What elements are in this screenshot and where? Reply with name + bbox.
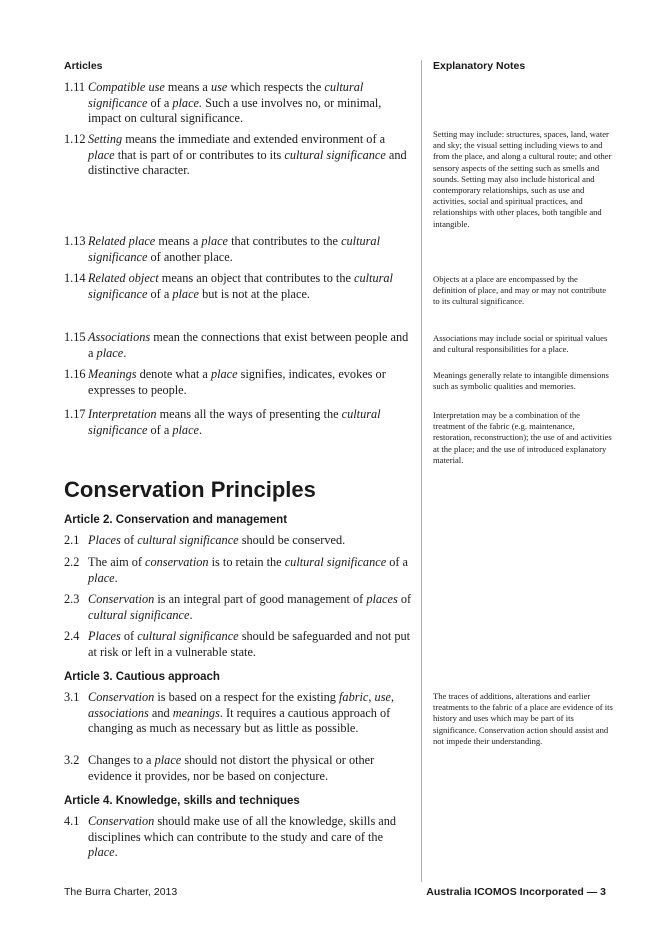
item-number: 1.15 <box>64 330 86 344</box>
articles-header: Articles <box>64 60 103 72</box>
item-number: 2.4 <box>64 629 80 643</box>
item-text: Associations mean the connections that exist between people and a place. <box>88 330 409 360</box>
item-text: The aim of conservation is to retain the cultural significance of a place. <box>88 555 409 585</box>
article-1-14 <box>64 271 414 302</box>
note-setting: Setting may include: structures, spaces, land, water and sky; the visual setting including views to and from the place, and along a cultural route; and other sensory aspects of the setting such as smells and sounds. Setting may also include historical and contemporary relationships, such as use and activities, social and spiritual practices, and relationships with other places, both tangible and intangible. <box>433 129 612 229</box>
article-3-heading: Article 3. Cautious approach <box>64 671 220 683</box>
item-number: 2.2 <box>64 555 80 569</box>
article-4-1 <box>64 814 414 861</box>
article-2-3 <box>64 592 414 623</box>
item-number: 1.12 <box>64 132 86 146</box>
item-text: Conservation is an integral part of good management of places of cultural significance. <box>88 592 412 622</box>
article-4-heading: Article 4. Knowledge, skills and techniques <box>64 795 300 807</box>
note-meanings: Meanings generally relate to intangible dimensions such as symbolic qualities and memories. <box>433 370 609 392</box>
item-number: 1.11 <box>64 80 86 94</box>
item-number: 3.1 <box>64 690 80 704</box>
item-number: 3.2 <box>64 753 80 767</box>
item-number: 1.17 <box>64 407 86 421</box>
item-number: 1.13 <box>64 234 86 248</box>
item-text: Changes to a place should not distort the physical or other evidence it provides, nor be based on conjecture. <box>88 753 375 783</box>
article-1-15 <box>64 330 414 361</box>
note-associations: Associations may include social or spiritual values and cultural responsibilities for a place. <box>433 333 608 355</box>
item-number: 4.1 <box>64 814 80 828</box>
item-number: 1.14 <box>64 271 86 285</box>
item-text: Places of cultural significance should be safeguarded and not put at risk or left in a vulnerable state. <box>88 629 411 659</box>
explanatory-notes-header: Explanatory Notes <box>433 60 526 72</box>
note-cautious-approach: The traces of additions, alterations and earlier treatments to the fabric of a place are evidence of its history and uses which may be part of its significance. Conservation action should assist and not impede their understanding. <box>433 691 613 746</box>
item-text: Compatible use means a use which respects the cultural significance of a place. Such a use involves no, or minimal, impact on cultural significance. <box>88 80 382 125</box>
article-1-16 <box>64 367 414 398</box>
article-1-12 <box>64 132 414 179</box>
article-3-1 <box>64 690 414 737</box>
item-number: 1.16 <box>64 367 86 381</box>
article-2-4 <box>64 629 414 660</box>
item-text: Related place means a place that contributes to the cultural significance of another place. <box>88 234 381 264</box>
note-related-object: Objects at a place are encompassed by the definition of place, and may or may not contribute to its cultural significance. <box>433 274 607 307</box>
article-2-1 <box>64 533 414 549</box>
item-text: Meanings denote what a place signifies, indicates, evokes or expresses to people. <box>88 367 386 397</box>
article-1-13 <box>64 234 414 265</box>
footer-left: The Burra Charter, 2013 <box>64 886 178 898</box>
item-text: Places of cultural significance should be conserved. <box>88 533 346 547</box>
item-text: Conservation should make use of all the knowledge, skills and disciplines which can contribute to the study and care of the place. <box>88 814 397 859</box>
article-2-2 <box>64 555 414 586</box>
column-divider <box>421 60 422 882</box>
article-2-heading: Article 2. Conservation and management <box>64 514 288 526</box>
item-number: 2.1 <box>64 533 80 547</box>
note-interpretation: Interpretation may be a combination of the treatment of the fabric (e.g. maintenance, restoration, reconstruction); the use of and activities at the place; and the use of introduced explanatory material. <box>433 410 612 465</box>
article-3-2 <box>64 753 414 784</box>
item-text: Conservation is based on a respect for the existing fabric, use, associations and meanings. It requires a cautious approach of changing as much as necessary but as little as possible. <box>88 690 395 735</box>
item-text: Setting means the immediate and extended environment of a place that is part of or contributes to its cultural significance and distinctive character. <box>88 132 407 177</box>
article-1-17 <box>64 407 414 438</box>
footer-right: Australia ICOMOS Incorporated — 3 <box>426 886 606 898</box>
article-1-11 <box>64 80 414 127</box>
item-number: 2.3 <box>64 592 80 606</box>
item-text: Related object means an object that contributes to the cultural significance of a place but is not at the place. <box>88 271 393 301</box>
item-text: Interpretation means all the ways of presenting the cultural significance of a place. <box>88 407 381 437</box>
section-title: Conservation Principles <box>64 477 316 502</box>
